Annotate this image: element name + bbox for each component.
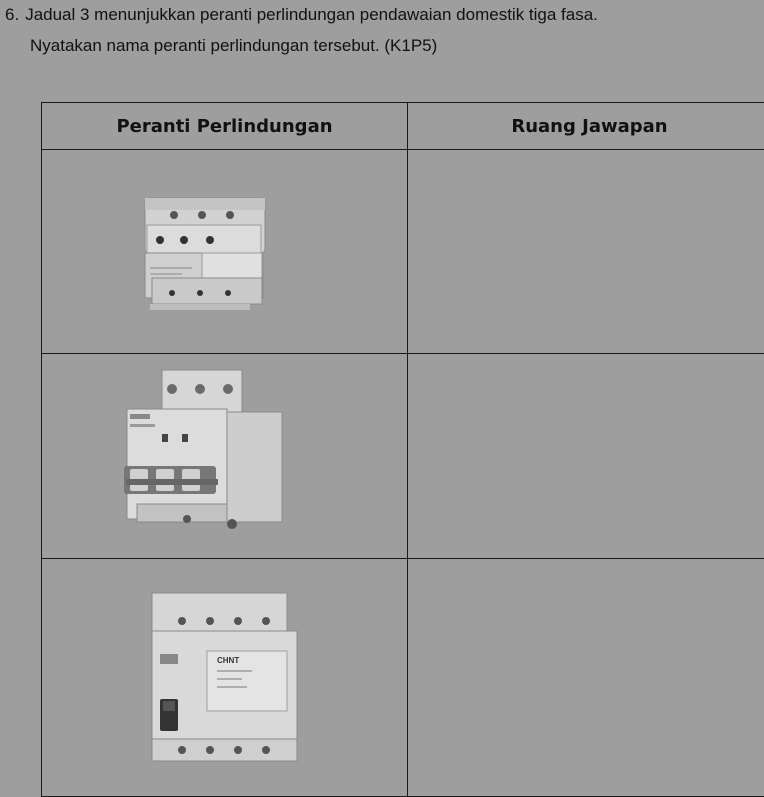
device-table [41,102,764,797]
header-protection-device: Peranti Perlindungan [42,103,408,150]
question-line-1 [5,5,598,25]
brand-label: CHNT [217,656,239,665]
device-cell-2 [42,354,408,559]
question-line-2: Nyatakan nama peranti perlindungan tersebut. (K1P5) [30,36,437,56]
three-pole-breaker-blue-levers-icon [42,354,408,558]
four-pole-rccb-icon [42,559,408,796]
device-cell-1 [42,150,408,354]
header-answer-space: Ruang Jawapan [408,103,764,150]
table-row [42,354,764,559]
answer-space-1[interactable] [408,150,764,354]
question-text-1: Jadual 3 menunjukkan peranti perlindungan pendawaian domestik tiga fasa. [25,5,598,24]
answer-space-2[interactable] [408,354,764,559]
answer-space-3[interactable] [408,559,764,797]
three-pole-mcb-icon [42,150,408,353]
table-row [42,150,764,354]
device-cell-3 [42,559,408,797]
table-header-row [42,103,764,150]
table-row [42,559,764,797]
question-number: 6. [5,5,19,24]
